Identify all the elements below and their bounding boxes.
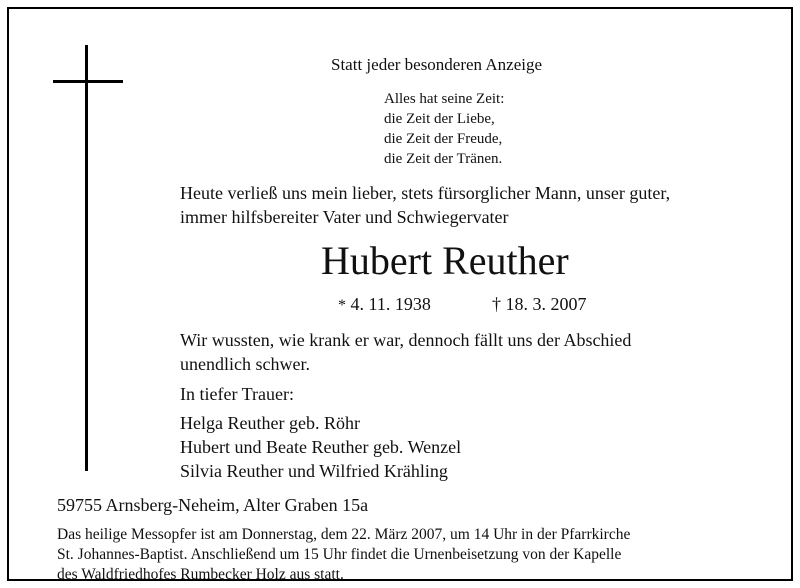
poem-line: Alles hat seine Zeit: [384,91,505,107]
mass-info-line: Das heilige Messopfer ist am Donnerstag, dem 22. März 2007, um 14 Uhr in der Pfarrkirche [57,526,631,543]
mass-info-line: St. Johannes-Baptist. Anschließend um 15 Uhr findet die Urnenbeisetzung von der Kapelle [57,546,622,563]
poem-line: die Zeit der Freude, [384,131,503,147]
notice-heading: Statt jeder besonderen Anzeige [331,55,543,74]
loss-line: Wir wussten, wie krank er war, dennoch fällt uns der Abschied [180,330,632,350]
mourning-label: In tiefer Trauer: [180,384,294,404]
intro-line: Heute verließ uns mein lieber, stets fürsorglicher Mann, unser guter, [180,183,671,203]
family-member: Helga Reuther geb. Röhr [180,413,360,433]
loss-line: unendlich schwer. [180,354,310,374]
mass-info [57,525,630,585]
family-member: Hubert und Beate Reuther geb. Wenzel [180,437,462,457]
family-address: 59755 Arnsberg-Neheim, Alter Graben 15a [57,495,369,515]
mass-info-line: des Waldfriedhofes Rumbecker Holz aus statt. [57,566,344,583]
cross-icon-bar [53,80,123,83]
poem-line: die Zeit der Liebe, [384,111,495,127]
poem [384,89,504,169]
poem-line: die Zeit der Tränen. [384,151,503,167]
birth-date-value: 4. 11. 1938 [350,294,431,314]
deceased-name: Hubert Reuther [321,238,569,283]
family-list [180,411,461,483]
cross-icon [85,45,88,471]
loss-text [180,328,631,376]
intro-line: immer hilfsbereiter Vater und Schwiegervater [180,207,509,227]
intro-text [180,181,670,229]
family-member: Silvia Reuther und Wilfried Krähling [180,461,448,481]
death-date-value: 18. 3. 2007 [505,294,587,314]
birth-date [338,293,431,317]
death-cross-icon: † [492,294,501,314]
death-date [492,293,587,315]
birth-star-icon: * [338,297,346,314]
obituary-notice [7,7,793,581]
